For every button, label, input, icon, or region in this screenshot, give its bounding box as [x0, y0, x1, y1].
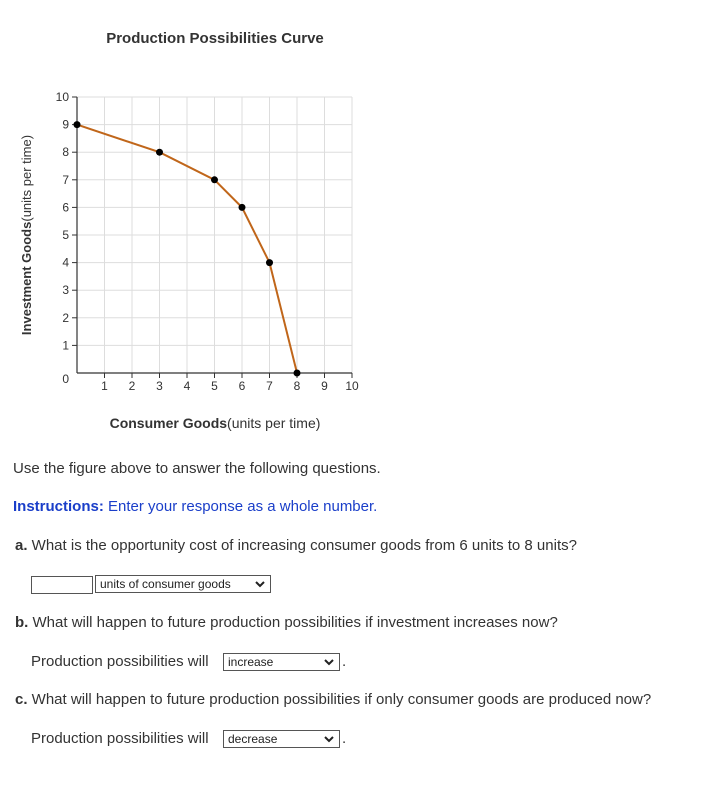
period-b: . [342, 653, 347, 670]
x-tick-label: 4 [183, 379, 191, 393]
intro-text: Use the figure above to answer the following questions. [13, 460, 381, 477]
chevron-down-icon [323, 732, 335, 746]
x-tick-label: 5 [211, 379, 218, 393]
ppc-point [239, 204, 246, 211]
chevron-down-icon [254, 577, 266, 591]
unit-select-a-value: units of consumer goods [100, 577, 231, 591]
ppc-point [266, 259, 273, 266]
y-tick-label: 2 [62, 310, 69, 325]
y-tick-label: 5 [62, 228, 69, 242]
x-tick-label: 7 [266, 379, 273, 393]
x-axis-label: Consumer Goods(units per time) [109, 415, 321, 431]
x-tick-label: 3 [156, 379, 163, 393]
question-c-prompt: Production possibilities will [31, 730, 209, 747]
question-c-letter: c. [15, 691, 28, 708]
y-tick-label: 1 [62, 338, 69, 353]
question-a [15, 537, 577, 554]
question-b-letter: b. [15, 614, 29, 631]
unit-select-a[interactable] [95, 575, 271, 593]
ppc-point [211, 176, 218, 183]
ppc-point [294, 370, 301, 377]
x-tick-label: 10 [345, 379, 359, 393]
chevron-down-icon [323, 655, 335, 669]
y-tick-label: 6 [62, 200, 69, 215]
x-tick-label: 6 [238, 379, 246, 393]
x-tick-label: 8 [293, 379, 301, 393]
y-tick-label: 7 [62, 172, 69, 187]
question-a-letter: a. [15, 537, 28, 554]
instructions-line [13, 498, 377, 515]
y-tick-label: 8 [62, 145, 69, 160]
question-a-text: What is the opportunity cost of increasing consumer goods from 6 units to 8 units? [27, 537, 577, 554]
ppc-point [74, 121, 81, 128]
y-tick-label: 10 [55, 90, 69, 104]
question-b-text: What will happen to future production possibilities if investment increases now? [28, 614, 558, 631]
chart-tick-labels [56, 90, 359, 393]
question-c [15, 691, 651, 708]
y-tick-label: 9 [62, 117, 69, 132]
y-tick-label: 4 [62, 255, 69, 270]
x-tick-label: 1 [101, 379, 108, 393]
question-c-text: What will happen to future production possibilities if only consumer goods are produced now? [27, 691, 652, 708]
question-b [15, 614, 558, 631]
period-c: . [342, 730, 347, 747]
chart-axes [72, 97, 352, 378]
question-b-prompt: Production possibilities will [31, 653, 209, 670]
select-b-value: increase [228, 655, 274, 669]
y-axis-label: Investment Goods(units per time) [19, 134, 34, 336]
answer-a-input[interactable] [31, 576, 93, 594]
x-tick-label: 2 [128, 379, 136, 393]
x-tick-label: 9 [321, 379, 328, 393]
origin-label: 0 [62, 372, 69, 386]
select-c-value: decrease [228, 732, 278, 746]
select-c[interactable] [223, 730, 340, 748]
y-tick-label: 3 [62, 283, 69, 298]
instructions-label: Instructions: [13, 498, 104, 515]
chart-title: Production Possibilities Curve [106, 30, 324, 47]
select-b[interactable] [223, 653, 340, 671]
instructions-text: Enter your response as a whole number. [103, 498, 378, 515]
ppc-point [156, 149, 163, 156]
